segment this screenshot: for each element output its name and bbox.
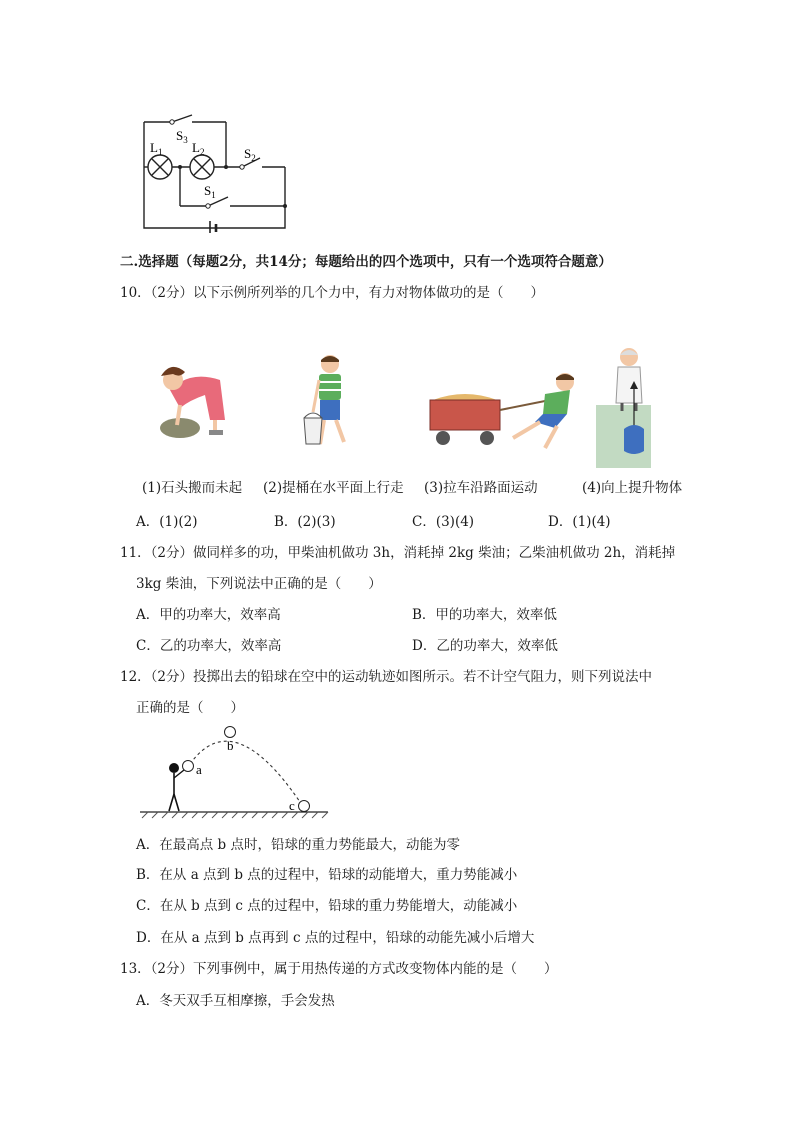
q13-stem: 13．（2分）下列事例中，属于用热传递的方式改变物体内能的是（ ） xyxy=(120,961,558,977)
q12-stem-line1: 12．（2分）投掷出去的铅球在空中的运动轨迹如图所示。若不计空气阻力，则下列说法中 xyxy=(120,669,653,685)
label-l2: $L_2$ xyxy=(192,140,205,157)
section-title: 二.选择题（每题2分，共14分；每题给出的四个选项中，只有一个选项符合题意） xyxy=(120,254,612,270)
q10-stem: 10．（2分）以下示例所列举的几个力中，有力对物体做功的是（ ） xyxy=(120,285,545,301)
q12-option-c: C．在从 b 点到 c 点的过程中，铅球的重力势能增大，动能减小 xyxy=(136,898,518,914)
q12-option-d: D．在从 a 点到 b 点再到 c 点的过程中，铅球的动能先减小后增大 xyxy=(136,930,535,946)
q12-stem-line2: 正确的是（ ） xyxy=(136,700,244,716)
label-b: b xyxy=(227,738,234,753)
q10-option-a: A．(1)(2) xyxy=(136,514,198,530)
q11-option-a: A．甲的功率大，效率高 xyxy=(136,607,281,623)
q10-caption-4: (4)向上提升物体 xyxy=(582,480,683,496)
q11-option-c: C．乙的功率大，效率高 xyxy=(136,638,282,654)
q10-caption-1: (1)石头搬而未起 xyxy=(142,480,243,496)
q10-option-c: C．(3)(4) xyxy=(412,514,475,530)
label-s1: $S_1$ xyxy=(204,183,216,200)
label-l1: $L_1$ xyxy=(150,140,163,157)
q10-caption-2: (2)提桶在水平面上行走 xyxy=(263,480,404,496)
q10-caption-3: (3)拉车沿路面运动 xyxy=(424,480,538,496)
q11-option-d: D．乙的功率大，效率低 xyxy=(412,638,558,654)
illustration-lifting-stone xyxy=(145,350,240,440)
illustration-lifting-object xyxy=(594,345,654,470)
q13-option-a: A．冬天双手互相摩擦，手会发热 xyxy=(136,993,335,1009)
label-s3: $S_3$ xyxy=(176,128,188,145)
q10-option-b: B．(2)(3) xyxy=(274,514,336,530)
circuit-diagram xyxy=(130,108,300,233)
label-c: c xyxy=(289,798,295,813)
q11-stem-line1: 11．（2分）做同样多的功，甲柴油机做功 3h，消耗掉 2kg 柴油；乙柴油机做功 2h，消耗掉 xyxy=(120,545,676,561)
q12-option-b: B．在从 a 点到 b 点的过程中，铅球的动能增大，重力势能减小 xyxy=(136,867,518,883)
q11-stem-line2: 3kg 柴油，下列说法中正确的是（ ） xyxy=(136,576,382,592)
q11-option-b: B．甲的功率大，效率低 xyxy=(412,607,557,623)
q12-option-a: A．在最高点 b 点时，铅球的重力势能最大，动能为零 xyxy=(136,837,460,853)
label-s2: $S_2$ xyxy=(244,146,256,163)
shot-put-trajectory-figure xyxy=(138,722,333,822)
q10-option-d: D．(1)(4) xyxy=(548,514,611,530)
illustration-carrying-bucket xyxy=(300,352,360,462)
label-a: a xyxy=(196,762,202,777)
illustration-pulling-cart xyxy=(425,370,590,455)
